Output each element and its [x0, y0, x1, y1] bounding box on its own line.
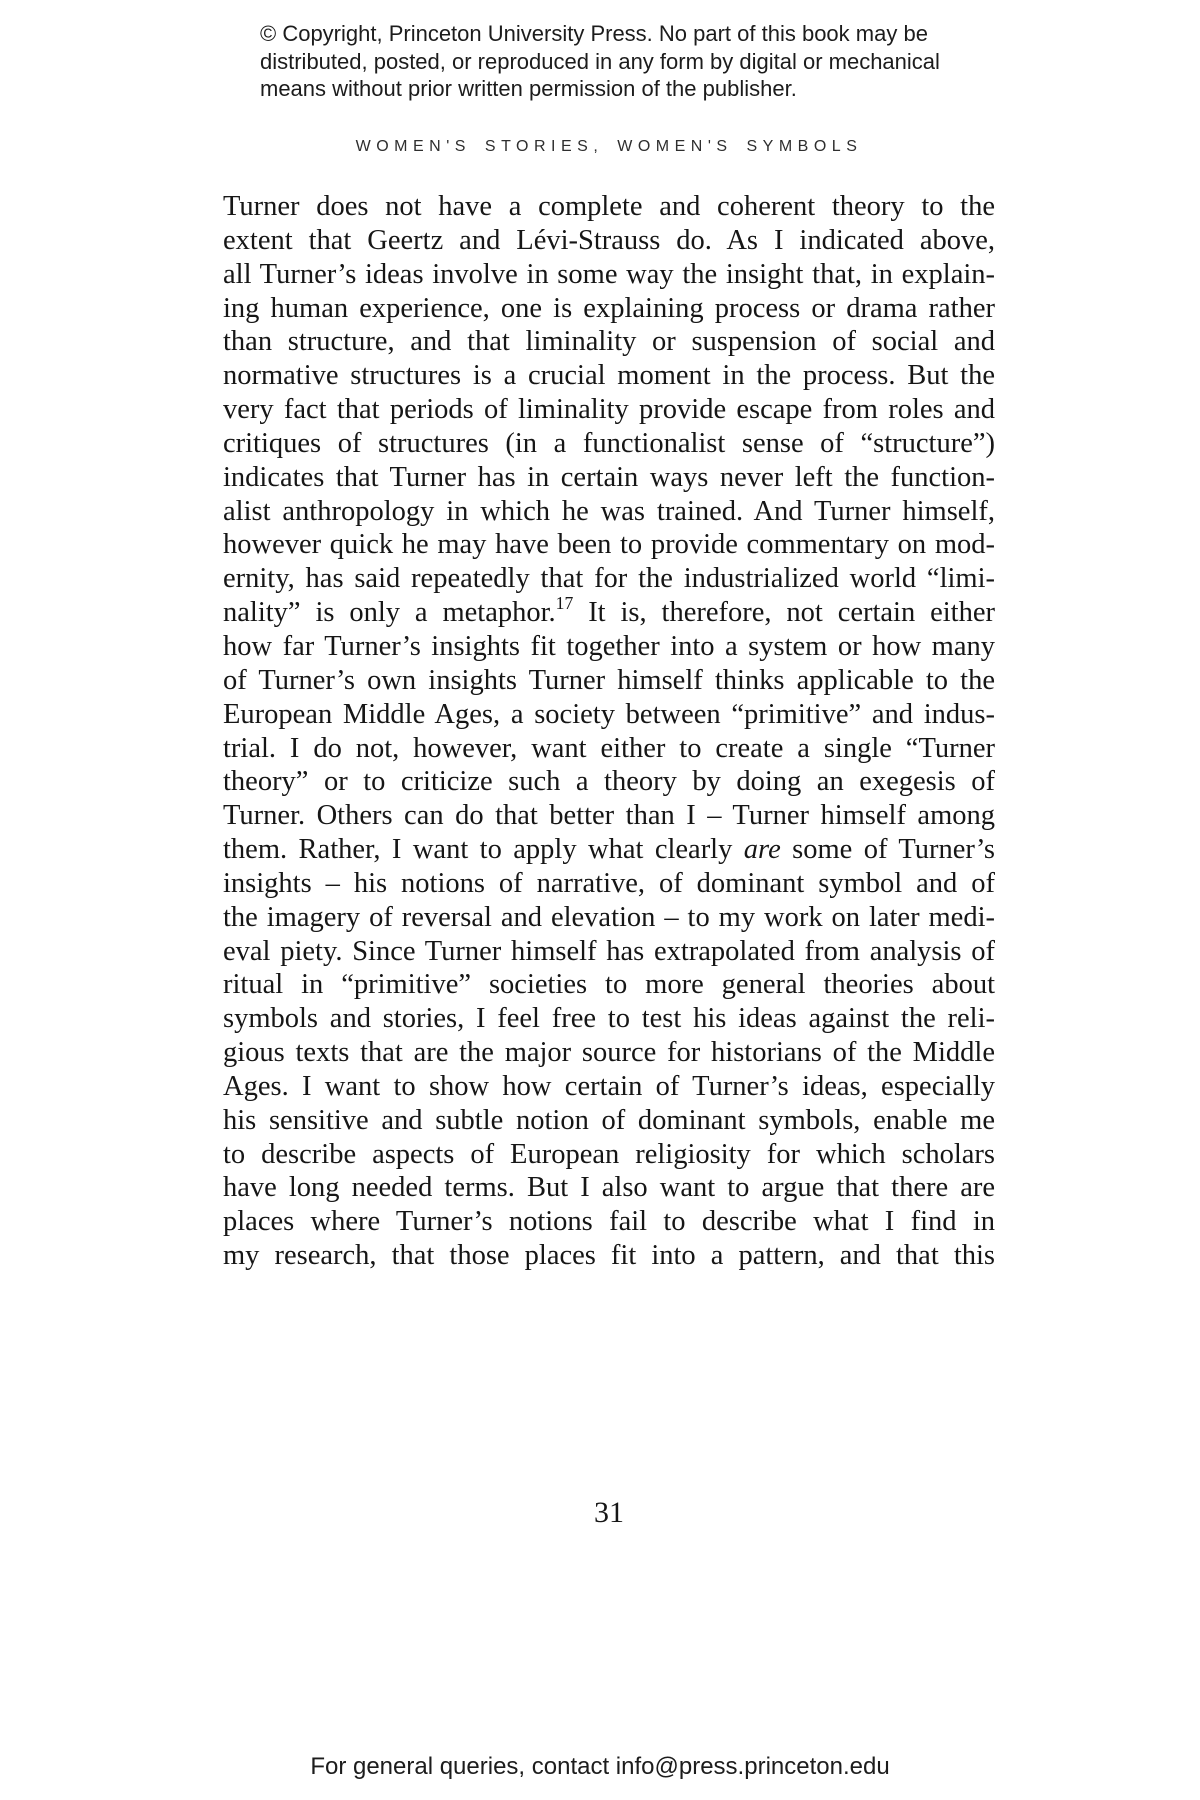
text-line: Turner does not have a complete and coherent theory to the	[223, 191, 995, 222]
copyright-notice	[260, 20, 980, 103]
text-line: critiques of structures (in a functionalist sense of “structure”)	[223, 427, 995, 459]
text-line: however quick he may have been to provide commentary on mod-	[223, 529, 995, 561]
text-line: Turner. Others can do that better than I – Turner himself among	[223, 800, 995, 832]
copyright-line: distributed, posted, or reproduced in any form by digital or mechanical	[260, 48, 940, 74]
text-line: theory” or to criticize such a theory by doing an exegesis of	[223, 766, 995, 798]
text-line: nality” is only a metaphor.$^{17}$ It is, therefore, not certain either	[223, 592, 995, 629]
page-number: 31	[594, 1496, 624, 1529]
text-line: ing human experience, one is explaining process or drama rather	[223, 292, 995, 324]
text-line: his sensitive and subtle notion of dominant symbols, enable me	[223, 1104, 995, 1136]
text-line: how far Turner’s insights fit together into a system or how many	[223, 630, 995, 662]
text-line: extent that Geertz and Lévi-Strauss do. As I indicated above,	[223, 224, 995, 256]
text-line: places where Turner’s notions fail to describe what I find in	[223, 1206, 995, 1238]
running-head: WOMEN'S STORIES, WOMEN'S SYMBOLS	[355, 138, 863, 155]
text-line: the imagery of reversal and elevation – to my work on later medi-	[223, 901, 995, 933]
text-line: eval piety. Since Turner himself has extrapolated from analysis of	[223, 935, 995, 967]
copyright-line: means without prior written permission of the publisher.	[260, 76, 797, 101]
text-line: trial. I do not, however, want either to create a single “Turner	[223, 732, 995, 764]
page-footer: For general queries, contact info@press.princeton.edu	[310, 1753, 890, 1780]
text-line: than structure, and that liminality or suspension of social and	[223, 326, 995, 358]
copyright-line: © Copyright, Princeton University Press. No part of this book may be	[260, 21, 928, 46]
text-line: all Turner’s ideas involve in some way the insight that, in explain-	[223, 258, 995, 290]
body-text	[223, 190, 995, 1273]
text-line: them. Rather, I want to apply what clearly are some of Turner’s	[223, 834, 995, 866]
text-line: Ages. I want to show how certain of Turner’s ideas, especially	[223, 1070, 995, 1102]
text-line: insights – his notions of narrative, of dominant symbol and of	[223, 867, 995, 899]
text-line: my research, that those places fit into a pattern, and that this	[223, 1240, 995, 1272]
text-line: ernity, has said repeatedly that for the industrialized world “limi-	[223, 563, 995, 595]
text-line: gious texts that are the major source for historians of the Middle	[223, 1037, 995, 1069]
text-line: normative structures is a crucial moment in the process. But the	[223, 360, 995, 392]
text-line: to describe aspects of European religiosity for which scholars	[223, 1138, 995, 1170]
text-line: European Middle Ages, a society between “primitive” and indus-	[223, 698, 995, 730]
text-line: indicates that Turner has in certain ways never left the function-	[223, 461, 995, 493]
text-line: ritual in “primitive” societies to more general theories about	[223, 969, 995, 1001]
text-line: of Turner’s own insights Turner himself thinks applicable to the	[223, 664, 995, 696]
text-line: very fact that periods of liminality provide escape from roles and	[223, 394, 995, 426]
text-line: have long needed terms. But I also want to argue that there are	[223, 1172, 995, 1204]
text-line: alist anthropology in which he was trained. And Turner himself,	[223, 495, 995, 527]
text-line: symbols and stories, I feel free to test his ideas against the reli-	[223, 1003, 995, 1035]
